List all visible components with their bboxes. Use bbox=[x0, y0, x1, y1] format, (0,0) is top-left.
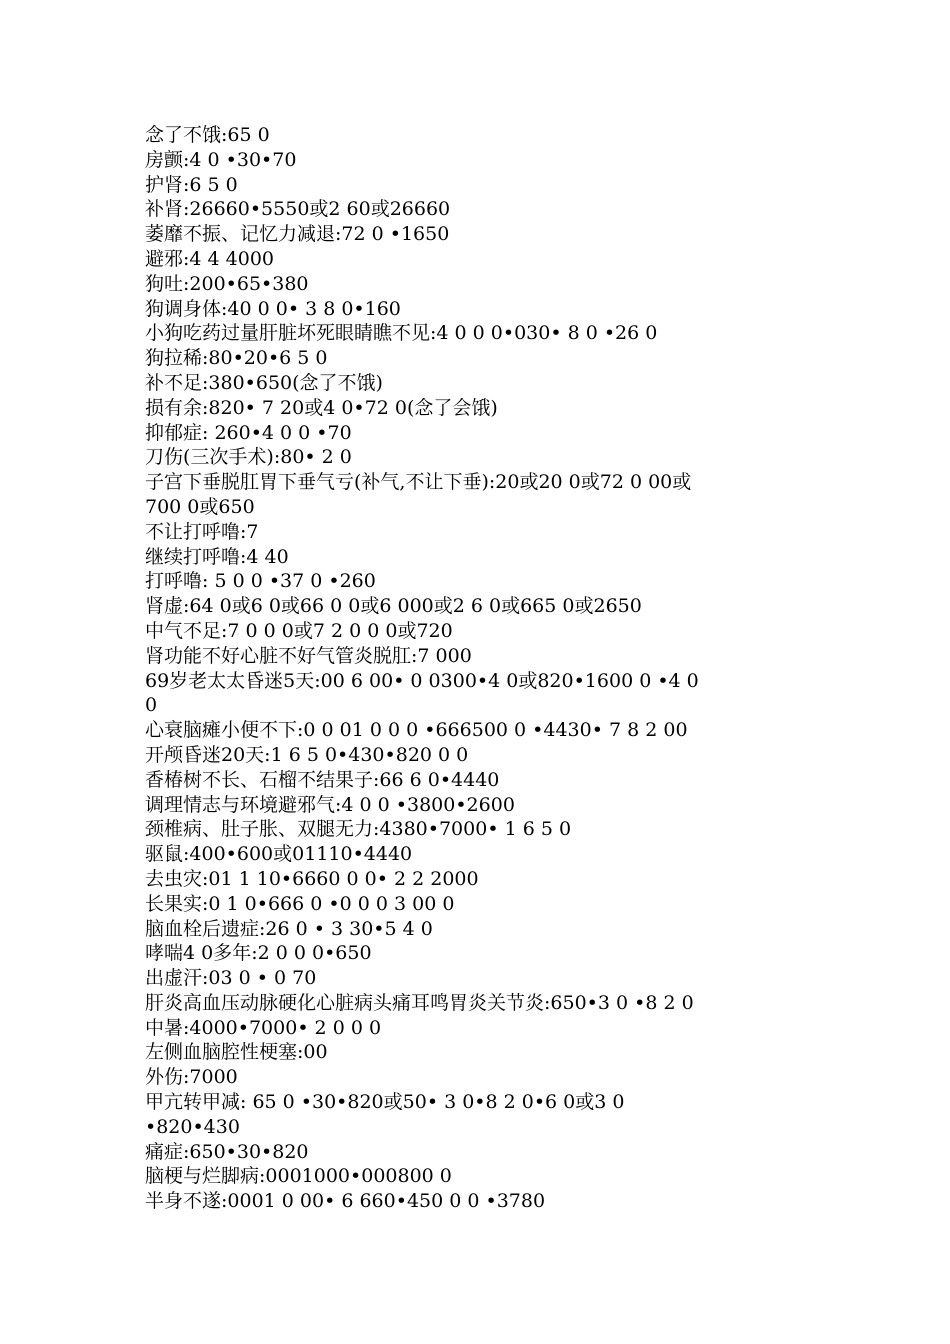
text-line: 打呼噜: 5 0 0 •37 0 •260 bbox=[145, 570, 376, 593]
text-line: 继续打呼噜:4 40 bbox=[145, 545, 289, 568]
text-line: 避邪:4 4 4000 bbox=[145, 247, 275, 270]
text-line: 颈椎病、肚子胀、双腿无力:4380•7000• 1 6 5 0 bbox=[145, 818, 572, 841]
text-line: 心衰脑瘫小便不下:0 0 01 0 0 0 •666500 0 •4430• 7 8 2 00 bbox=[145, 719, 688, 742]
text-line: 长果实:0 1 0•666 0 •0 0 0 3 00 0 bbox=[145, 892, 455, 915]
text-line: 狗拉稀:80•20•6 5 0 bbox=[145, 347, 328, 370]
text-line: 0 bbox=[145, 694, 158, 717]
text-line: 肝炎高血压动脉硬化心脏病头痛耳鸣胃炎关节炎:650•3 0 •8 2 0 bbox=[145, 991, 694, 1014]
text-line: 补不足:380•650(念了不饿) bbox=[145, 371, 383, 394]
text-line: 调理情志与环境避邪气:4 0 0 •3800•2600 bbox=[145, 793, 515, 816]
text-line: 哮喘4 0多年:2 0 0 0•650 bbox=[145, 942, 372, 965]
text-line: 肾功能不好心脏不好气管炎脱肛:7 000 bbox=[145, 644, 472, 667]
text-line: 脑血栓后遗症:26 0 • 3 30•5 4 0 bbox=[145, 917, 433, 940]
text-line: 出虚汗:03 0 • 0 70 bbox=[145, 967, 317, 990]
text-line: 抑郁症: 260•4 0 0 •70 bbox=[145, 421, 352, 444]
text-line: 去虫灾:01 1 10•6660 0 0• 2 2 2000 bbox=[145, 867, 479, 890]
text-line: 刀伤(三次手术):80• 2 0 bbox=[145, 446, 352, 469]
text-line: 中气不足:7 0 0 0或7 2 0 0 0或720 bbox=[145, 619, 453, 642]
text-line: 半身不遂:0001 0 00• 6 660•450 0 0 •3780 bbox=[145, 1190, 546, 1213]
text-line: 700 0或650 bbox=[145, 495, 255, 518]
text-line: 狗调身体:40 0 0• 3 8 0•160 bbox=[145, 297, 401, 320]
text-line: 狗吐:200•65•380 bbox=[145, 272, 309, 295]
text-line: 69岁老太太昏迷5天:00 6 00• 0 0300•4 0或820•1600 0 •4 0 bbox=[145, 669, 699, 692]
text-line: 护肾:6 5 0 bbox=[145, 173, 238, 196]
text-line: 痛症:650•30•820 bbox=[145, 1140, 309, 1163]
text-line: 念了不饿:65 0 bbox=[145, 124, 270, 146]
text-line: •820•430 bbox=[145, 1115, 240, 1138]
text-line: 小狗吃药过量肝脏坏死眼睛瞧不见:4 0 0 0•030• 8 0 •26 0 bbox=[145, 322, 658, 345]
text-line: 子宫下垂脱肛胃下垂气亏(补气,不让下垂):20或20 0或72 0 00或 bbox=[145, 471, 692, 494]
text-line: 补肾:26660•5550或2 60或26660 bbox=[145, 198, 451, 221]
text-line: 驱鼠:400•600或01110•4440 bbox=[145, 843, 413, 866]
text-line: 房颤:4 0 •30•70 bbox=[145, 148, 297, 171]
text-line: 开颅昏迷20天:1 6 5 0•430•820 0 0 bbox=[145, 743, 469, 766]
text-block bbox=[145, 123, 815, 1214]
text-line: 损有余:820• 7 20或4 0•72 0(念了会饿) bbox=[145, 396, 498, 419]
text-line: 中暑:4000•7000• 2 0 0 0 bbox=[145, 1016, 382, 1039]
text-line: 甲亢转甲减: 65 0 •30•820或50• 3 0•8 2 0•6 0或3 0 bbox=[145, 1091, 625, 1114]
text-line: 不让打呼噜:7 bbox=[145, 520, 259, 543]
text-line: 香椿树不长、石榴不结果子:66 6 0•4440 bbox=[145, 768, 500, 791]
text-line: 脑梗与烂脚病:0001000•000800 0 bbox=[145, 1165, 452, 1188]
text-line: 肾虚:64 0或6 0或66 0 0或6 000或2 6 0或665 0或2650 bbox=[145, 595, 642, 618]
text-line: 左侧血脑腔性梗塞:00 bbox=[145, 1041, 328, 1064]
text-line: 外伤:7000 bbox=[145, 1066, 238, 1089]
text-line: 萎靡不振、记忆力减退:72 0 •1650 bbox=[145, 223, 450, 246]
